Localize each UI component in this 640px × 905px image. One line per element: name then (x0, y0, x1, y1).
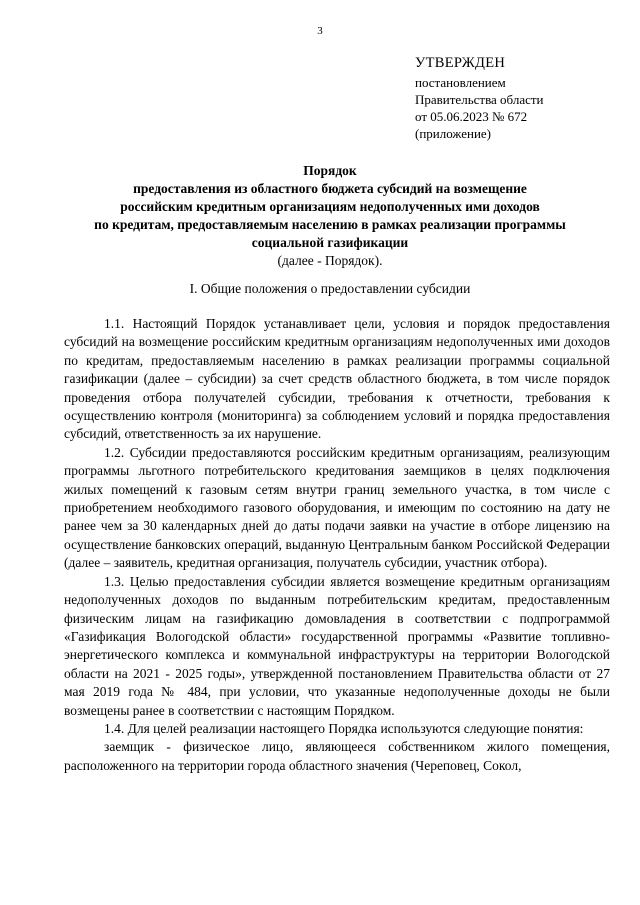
approval-heading: УТВЕРЖДЕН (415, 55, 506, 71)
page-number: 3 (317, 25, 323, 37)
document-title (60, 162, 600, 270)
title-line: Порядок (303, 163, 357, 178)
paragraph: 1.1. Настоящий Порядок устанавливает цели, условия и порядок предоставления субсидий на возмещение российским кредитным организациям недополученных ими доходов по кредитам, предоставляемым населению в рамках реализации программы социальной газификации (далее – субсидии) за счет средств областного бюджета, в том числе порядок проведения отбора получателей субсидии, требования к отчетности, требования к осуществлению контроля (мониторинга) за соблюдением условий и порядка предоставления субсидий, ответственность за их нарушение. (64, 316, 610, 442)
paragraph: 1.2. Субсидии предоставляются российским кредитным организациям, реализующим программы льготного потребительского кредитования заемщиков в целях подключения жилых помещений к газовым сетям внутри границ земельного участка, в том числе с приобретением необходимого газового оборудования, и имеющим по состоянию на дату не ранее чем за 30 календарных дней до даты подачи заявки на участие в отборе лицензию на осуществление банковских операций, выданную Центральным банком Российской Федерации (далее – заявитель, кредитная организация, получатель субсидии, участник отбора). (64, 444, 610, 571)
approval-stamp (415, 55, 544, 142)
approval-line: (приложение) (415, 126, 492, 141)
approval-line: от 05.06.2023 № 672 (415, 109, 528, 124)
paragraph: 1.3. Целью предоставления субсидии является возмещение кредитным организациям недополученных доходов по выданным потребительским кредитам, предоставленным физическим лицам на газификацию домовладения в соответствии с подпрограммой «Газификация Вологодской области» государственной программы «Развитие топливно-энергетического комплекса и коммунальной инфраструктуры на территории Вологодской области на 2021 - 2025 годы», утвержденной постановлением Правительства области от 27 мая 2019 года № 484, при условии, что указанные недополученные доходы не были возмещены ранее в соответствии с настоящим Порядком. (64, 573, 610, 718)
approval-line: Правительства области (415, 92, 544, 107)
title-line: предоставления из областного бюджета субсидий на возмещение (133, 181, 527, 196)
document-body (64, 315, 610, 775)
title-suffix: (далее - Порядок). (277, 253, 383, 268)
approval-line: постановлением (415, 75, 506, 90)
section-heading: I. Общие положения о предоставлении субсидии (189, 281, 471, 296)
paragraph: заемщик - физическое лицо, являющееся собственником жилого помещения, расположенного на территории города областного значения (Череповец, Сокол, (64, 739, 610, 773)
title-line: по кредитам, предоставляемым населению в рамках реализации программы (94, 217, 566, 232)
title-line: социальной газификации (251, 235, 409, 250)
title-line: российским кредитным организациям недополученных ими доходов (120, 199, 540, 214)
paragraph: 1.4. Для целей реализации настоящего Порядка используются следующие понятия: (104, 720, 584, 736)
